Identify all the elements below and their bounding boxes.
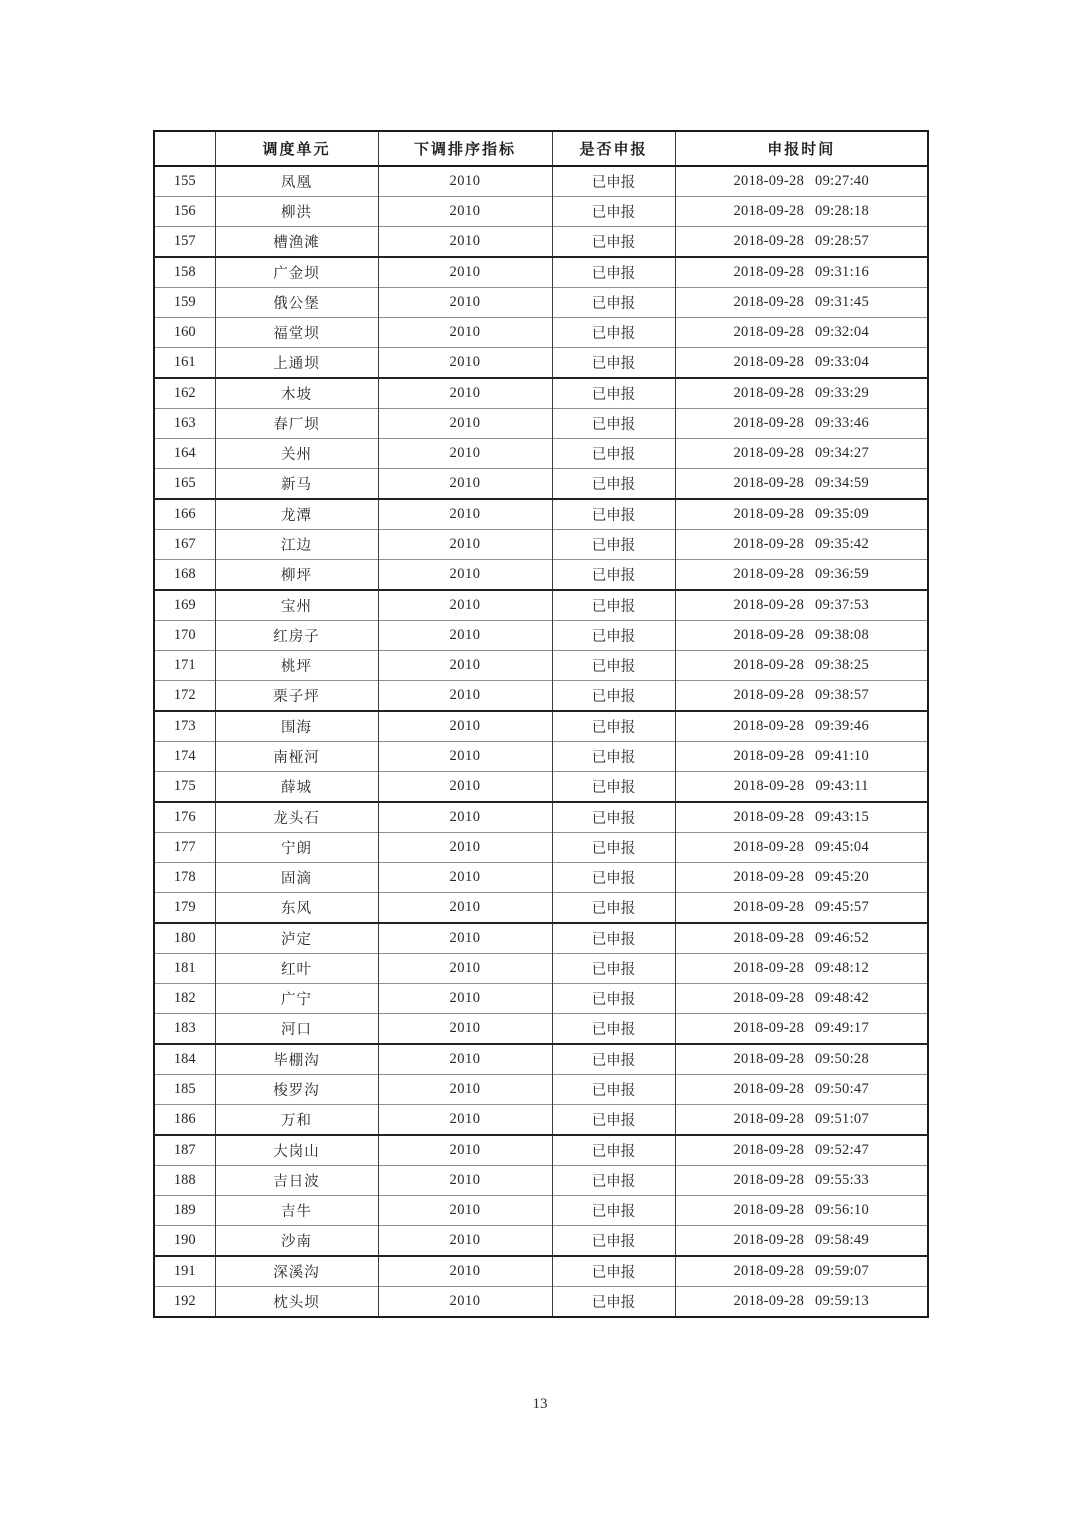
table-row [154,499,928,530]
cell-indicator: 2010 [378,893,552,924]
cell-declared: 已申报 [552,984,675,1014]
cell-unit: 栗子坪 [215,681,378,712]
table-row [154,197,928,227]
cell-declared: 已申报 [552,227,675,258]
table-row [154,651,928,681]
cell-declared: 已申报 [552,1135,675,1166]
table-row [154,1196,928,1226]
cell-no: 181 [154,954,215,984]
table-row [154,257,928,288]
cell-indicator: 2010 [378,802,552,833]
cell-no: 165 [154,469,215,500]
cell-time: 2018-09-28 09:45:20 [675,863,928,893]
cell-declared: 已申报 [552,348,675,379]
dispatch-report-table-container [153,130,927,1318]
cell-time: 2018-09-28 09:35:42 [675,530,928,560]
cell-indicator: 2010 [378,1135,552,1166]
cell-indicator: 2010 [378,621,552,651]
cell-unit: 凤凰 [215,166,378,197]
cell-no: 192 [154,1287,215,1318]
cell-no: 158 [154,257,215,288]
cell-unit: 泸定 [215,923,378,954]
cell-no: 173 [154,711,215,742]
cell-declared: 已申报 [552,1166,675,1196]
cell-no: 177 [154,833,215,863]
cell-time: 2018-09-28 09:39:46 [675,711,928,742]
cell-declared: 已申报 [552,590,675,621]
table-row [154,469,928,500]
cell-indicator: 2010 [378,1105,552,1136]
cell-indicator: 2010 [378,166,552,197]
cell-indicator: 2010 [378,348,552,379]
cell-time: 2018-09-28 09:31:16 [675,257,928,288]
cell-declared: 已申报 [552,681,675,712]
cell-indicator: 2010 [378,1044,552,1075]
cell-indicator: 2010 [378,499,552,530]
cell-no: 164 [154,439,215,469]
cell-indicator: 2010 [378,378,552,409]
table-row [154,348,928,379]
cell-unit: 红叶 [215,954,378,984]
column-header-index [154,131,215,166]
cell-indicator: 2010 [378,197,552,227]
cell-time: 2018-09-28 09:56:10 [675,1196,928,1226]
cell-no: 168 [154,560,215,591]
table-row [154,893,928,924]
cell-time: 2018-09-28 09:38:08 [675,621,928,651]
cell-indicator: 2010 [378,954,552,984]
cell-unit: 沙南 [215,1226,378,1257]
cell-unit: 毕棚沟 [215,1044,378,1075]
cell-unit: 宝州 [215,590,378,621]
cell-indicator: 2010 [378,863,552,893]
cell-indicator: 2010 [378,469,552,500]
cell-no: 189 [154,1196,215,1226]
table-row [154,1287,928,1318]
column-header-declared: 是否申报 [552,131,675,166]
cell-unit: 红房子 [215,621,378,651]
cell-indicator: 2010 [378,984,552,1014]
table-row [154,1014,928,1045]
cell-unit: 关州 [215,439,378,469]
cell-time: 2018-09-28 09:58:49 [675,1226,928,1257]
table-header-row [154,131,928,166]
cell-time: 2018-09-28 09:27:40 [675,166,928,197]
cell-declared: 已申报 [552,378,675,409]
cell-no: 171 [154,651,215,681]
table-row [154,1105,928,1136]
cell-no: 185 [154,1075,215,1105]
cell-no: 160 [154,318,215,348]
cell-declared: 已申报 [552,439,675,469]
cell-no: 157 [154,227,215,258]
table-row [154,1226,928,1257]
cell-declared: 已申报 [552,621,675,651]
cell-no: 183 [154,1014,215,1045]
cell-unit: 春厂坝 [215,409,378,439]
cell-unit: 吉日波 [215,1166,378,1196]
cell-declared: 已申报 [552,530,675,560]
cell-indicator: 2010 [378,439,552,469]
cell-no: 186 [154,1105,215,1136]
cell-declared: 已申报 [552,560,675,591]
cell-time: 2018-09-28 09:55:33 [675,1166,928,1196]
cell-time: 2018-09-28 09:43:15 [675,802,928,833]
cell-declared: 已申报 [552,742,675,772]
cell-unit: 万和 [215,1105,378,1136]
cell-unit: 广宁 [215,984,378,1014]
cell-unit: 深溪沟 [215,1256,378,1287]
cell-indicator: 2010 [378,833,552,863]
cell-no: 156 [154,197,215,227]
cell-indicator: 2010 [378,772,552,803]
cell-unit: 河口 [215,1014,378,1045]
table-row [154,560,928,591]
cell-indicator: 2010 [378,227,552,258]
cell-unit: 梭罗沟 [215,1075,378,1105]
cell-declared: 已申报 [552,651,675,681]
cell-unit: 薛城 [215,772,378,803]
cell-time: 2018-09-28 09:48:12 [675,954,928,984]
cell-no: 166 [154,499,215,530]
cell-no: 179 [154,893,215,924]
dispatch-report-table [153,130,929,1318]
cell-no: 182 [154,984,215,1014]
cell-no: 167 [154,530,215,560]
cell-declared: 已申报 [552,409,675,439]
table-row [154,378,928,409]
cell-time: 2018-09-28 09:59:13 [675,1287,928,1318]
cell-indicator: 2010 [378,711,552,742]
cell-unit: 固滴 [215,863,378,893]
cell-declared: 已申报 [552,772,675,803]
cell-declared: 已申报 [552,833,675,863]
cell-declared: 已申报 [552,1105,675,1136]
cell-indicator: 2010 [378,1166,552,1196]
cell-unit: 槽渔滩 [215,227,378,258]
table-body [154,166,928,1317]
cell-time: 2018-09-28 09:50:47 [675,1075,928,1105]
cell-no: 155 [154,166,215,197]
page-number: 13 [532,1396,548,1412]
table-row [154,621,928,651]
cell-indicator: 2010 [378,923,552,954]
cell-declared: 已申报 [552,257,675,288]
cell-declared: 已申报 [552,1196,675,1226]
cell-no: 162 [154,378,215,409]
cell-unit: 广金坝 [215,257,378,288]
cell-declared: 已申报 [552,802,675,833]
cell-indicator: 2010 [378,1226,552,1257]
cell-unit: 木坡 [215,378,378,409]
cell-time: 2018-09-28 09:46:52 [675,923,928,954]
cell-indicator: 2010 [378,1075,552,1105]
cell-no: 191 [154,1256,215,1287]
cell-unit: 宁朗 [215,833,378,863]
cell-indicator: 2010 [378,590,552,621]
table-row [154,833,928,863]
table-row [154,409,928,439]
cell-indicator: 2010 [378,560,552,591]
cell-time: 2018-09-28 09:48:42 [675,984,928,1014]
cell-time: 2018-09-28 09:59:07 [675,1256,928,1287]
cell-declared: 已申报 [552,166,675,197]
table-row [154,439,928,469]
cell-unit: 大岗山 [215,1135,378,1166]
table-row [154,923,928,954]
cell-indicator: 2010 [378,257,552,288]
table-row [154,984,928,1014]
cell-time: 2018-09-28 09:33:29 [675,378,928,409]
table-row [154,711,928,742]
cell-indicator: 2010 [378,530,552,560]
table-row [154,954,928,984]
cell-indicator: 2010 [378,1196,552,1226]
table-row [154,227,928,258]
column-header-indicator: 下调排序指标 [378,131,552,166]
table-row [154,681,928,712]
table-row [154,1135,928,1166]
table-row [154,863,928,893]
table-row [154,1166,928,1196]
cell-time: 2018-09-28 09:36:59 [675,560,928,591]
cell-no: 159 [154,288,215,318]
cell-declared: 已申报 [552,863,675,893]
table-row [154,1256,928,1287]
cell-time: 2018-09-28 09:38:57 [675,681,928,712]
cell-unit: 龙头石 [215,802,378,833]
cell-unit: 枕头坝 [215,1287,378,1318]
cell-indicator: 2010 [378,409,552,439]
cell-no: 176 [154,802,215,833]
cell-time: 2018-09-28 09:51:07 [675,1105,928,1136]
cell-unit: 龙潭 [215,499,378,530]
cell-unit: 围海 [215,711,378,742]
cell-indicator: 2010 [378,288,552,318]
cell-no: 178 [154,863,215,893]
cell-time: 2018-09-28 09:34:59 [675,469,928,500]
cell-declared: 已申报 [552,197,675,227]
cell-declared: 已申报 [552,1044,675,1075]
cell-no: 184 [154,1044,215,1075]
cell-declared: 已申报 [552,1226,675,1257]
cell-declared: 已申报 [552,954,675,984]
cell-time: 2018-09-28 09:35:09 [675,499,928,530]
cell-no: 174 [154,742,215,772]
cell-no: 187 [154,1135,215,1166]
table-row [154,318,928,348]
cell-no: 188 [154,1166,215,1196]
cell-unit: 东风 [215,893,378,924]
cell-no: 170 [154,621,215,651]
cell-no: 172 [154,681,215,712]
cell-no: 175 [154,772,215,803]
table-row [154,288,928,318]
cell-indicator: 2010 [378,1014,552,1045]
cell-no: 190 [154,1226,215,1257]
cell-unit: 柳洪 [215,197,378,227]
cell-unit: 桃坪 [215,651,378,681]
cell-time: 2018-09-28 09:37:53 [675,590,928,621]
cell-indicator: 2010 [378,681,552,712]
cell-time: 2018-09-28 09:31:45 [675,288,928,318]
cell-time: 2018-09-28 09:45:04 [675,833,928,863]
table-row [154,772,928,803]
cell-declared: 已申报 [552,1287,675,1318]
cell-time: 2018-09-28 09:33:04 [675,348,928,379]
cell-no: 161 [154,348,215,379]
cell-declared: 已申报 [552,1075,675,1105]
cell-unit: 俄公堡 [215,288,378,318]
cell-declared: 已申报 [552,469,675,500]
cell-indicator: 2010 [378,1256,552,1287]
table-row [154,802,928,833]
cell-indicator: 2010 [378,318,552,348]
table-row [154,530,928,560]
cell-unit: 南桠河 [215,742,378,772]
cell-declared: 已申报 [552,288,675,318]
cell-time: 2018-09-28 09:50:28 [675,1044,928,1075]
cell-declared: 已申报 [552,711,675,742]
cell-no: 163 [154,409,215,439]
cell-time: 2018-09-28 09:49:17 [675,1014,928,1045]
cell-unit: 新马 [215,469,378,500]
cell-time: 2018-09-28 09:52:47 [675,1135,928,1166]
table-row [154,1075,928,1105]
cell-declared: 已申报 [552,893,675,924]
column-header-time: 申报时间 [675,131,928,166]
cell-time: 2018-09-28 09:45:57 [675,893,928,924]
cell-time: 2018-09-28 09:32:04 [675,318,928,348]
cell-time: 2018-09-28 09:41:10 [675,742,928,772]
table-row [154,1044,928,1075]
cell-time: 2018-09-28 09:38:25 [675,651,928,681]
cell-time: 2018-09-28 09:43:11 [675,772,928,803]
cell-time: 2018-09-28 09:28:18 [675,197,928,227]
cell-unit: 福堂坝 [215,318,378,348]
cell-indicator: 2010 [378,651,552,681]
cell-indicator: 2010 [378,742,552,772]
cell-no: 180 [154,923,215,954]
table-row [154,590,928,621]
cell-time: 2018-09-28 09:34:27 [675,439,928,469]
cell-declared: 已申报 [552,318,675,348]
table-row [154,742,928,772]
cell-declared: 已申报 [552,499,675,530]
table-row [154,166,928,197]
cell-unit: 吉牛 [215,1196,378,1226]
cell-unit: 上通坝 [215,348,378,379]
cell-declared: 已申报 [552,1014,675,1045]
cell-time: 2018-09-28 09:33:46 [675,409,928,439]
cell-unit: 江边 [215,530,378,560]
cell-indicator: 2010 [378,1287,552,1318]
cell-unit: 柳坪 [215,560,378,591]
cell-declared: 已申报 [552,923,675,954]
column-header-unit: 调度单元 [215,131,378,166]
cell-declared: 已申报 [552,1256,675,1287]
cell-time: 2018-09-28 09:28:57 [675,227,928,258]
cell-no: 169 [154,590,215,621]
